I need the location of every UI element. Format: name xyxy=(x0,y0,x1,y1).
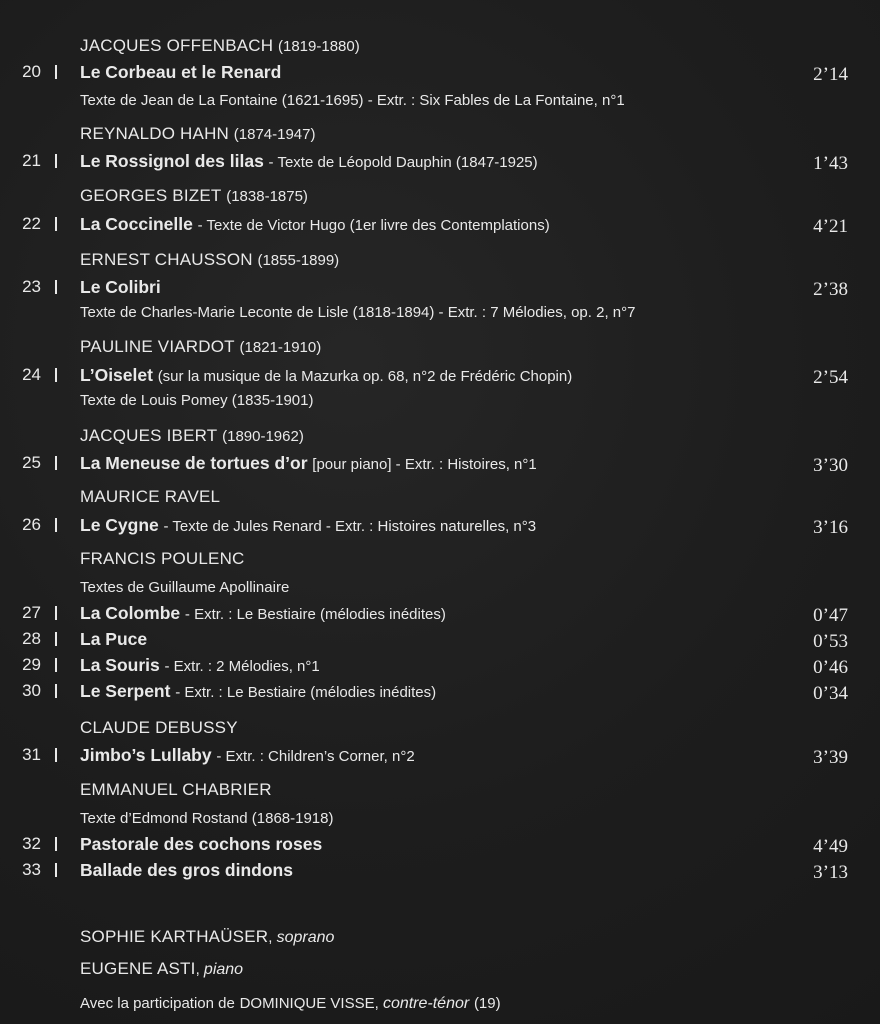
composer-line xyxy=(0,247,880,273)
track-number: 31 xyxy=(22,745,41,764)
track-detail: Texte de Léopold Dauphin (1847-1925) xyxy=(277,154,538,171)
composer-line xyxy=(0,777,880,803)
track-number: 28 xyxy=(22,629,41,648)
track-title: Ballade des gros dindons xyxy=(80,860,293,880)
composer-dates: (1821-1910) xyxy=(239,339,322,356)
track-row xyxy=(0,274,880,300)
track-duration: 1’43 xyxy=(813,153,848,174)
track-detail: Texte de Jules Renard - Extr. : Histoires naturelles, n°3 xyxy=(172,518,537,535)
composer-line xyxy=(0,334,880,360)
track-row: 26 Le Cygne - Texte de Jules Renard - Extr. : Histoires naturelles, n°3 3’16 xyxy=(0,512,880,538)
composer-line xyxy=(0,484,880,510)
track-row: 22 La Coccinelle - Texte de Victor Hugo (1er livre des Contemplations) 4’21 xyxy=(0,211,880,237)
performer-role: soprano xyxy=(276,929,335,946)
composer-line xyxy=(0,423,880,449)
participation-suffix: (19) xyxy=(473,995,501,1012)
track-title: Le Corbeau et le Renard xyxy=(80,62,282,82)
composer-name: CLAUDE DEBUSSY xyxy=(80,718,238,737)
track-title: Le Colibri xyxy=(80,277,161,297)
track-separator-bar xyxy=(55,606,57,620)
composer-line xyxy=(0,121,880,147)
track-title: La Coccinelle xyxy=(80,214,193,234)
composer-dates: (1874-1947) xyxy=(233,126,316,143)
track-separator-bar xyxy=(55,863,57,877)
track-row xyxy=(0,362,880,388)
text-credit: Texte de Louis Pomey (1835-1901) xyxy=(80,392,314,409)
composer-name: ERNEST CHAUSSON xyxy=(80,250,253,269)
text-credit: Texte d’Edmond Rostand (1868-1918) xyxy=(80,810,334,827)
track-row xyxy=(0,59,880,85)
track-separator-bar xyxy=(55,684,57,698)
performer-line: EUGENE ASTI, piano xyxy=(80,959,244,978)
text-line xyxy=(0,87,880,113)
text-credit: Textes de Guillaume Apollinaire xyxy=(80,579,290,596)
composer-name: JACQUES IBERT xyxy=(80,426,218,445)
performer-role: piano xyxy=(203,961,244,978)
track-separator-bar xyxy=(55,154,57,168)
track-row: 29 La Souris - Extr. : 2 Mélodies, n°1 0’46 xyxy=(0,652,880,678)
track-duration: 2’14 xyxy=(813,64,848,85)
track-title: La Puce xyxy=(80,629,148,649)
composer-dates: (1819-1880) xyxy=(278,38,360,55)
composer-dates: (1838-1875) xyxy=(226,188,308,205)
track-separator-bar xyxy=(55,632,57,646)
track-separator-bar xyxy=(55,837,57,851)
composer-dates: (1855-1899) xyxy=(257,252,340,269)
track-separator-bar xyxy=(55,217,57,231)
track-separator-bar xyxy=(55,748,57,762)
performer-name: EUGENE ASTI xyxy=(80,959,196,978)
track-number: 26 xyxy=(22,515,41,534)
track-separator-bar xyxy=(55,65,57,79)
track-duration: 0’46 xyxy=(813,657,848,678)
track-duration: 3’30 xyxy=(813,455,848,476)
composer-name: REYNALDO HAHN xyxy=(80,124,230,143)
text-line xyxy=(0,574,880,600)
track-title: Le Cygne xyxy=(80,515,159,535)
track-duration: 4’21 xyxy=(813,216,848,237)
track-separator-bar xyxy=(55,368,57,382)
text-line xyxy=(0,387,880,413)
track-duration: 0’53 xyxy=(813,631,848,652)
track-title: La Meneuse de tortues d’or xyxy=(80,453,308,473)
composer-line xyxy=(0,183,880,209)
text-credit: Texte de Jean de La Fontaine (1621-1695) - Extr. : Six Fables de La Fontaine, n°1 xyxy=(80,92,625,109)
performer-name: SOPHIE KARTHAÜSER xyxy=(80,927,269,946)
composer-line xyxy=(0,33,880,59)
participation-name: DOMINIQUE VISSE xyxy=(239,995,375,1012)
track-title: Le Rossignol des lilas xyxy=(80,151,264,171)
track-row xyxy=(0,626,880,652)
track-title: La Colombe xyxy=(80,603,181,623)
participation-role: contre-ténor xyxy=(382,995,470,1012)
track-row xyxy=(0,857,880,883)
track-row: 31 Jimbo’s Lullaby - Extr. : Children’s Corner, n°2 3’39 xyxy=(0,742,880,768)
track-separator-bar xyxy=(55,518,57,532)
track-duration: 3’16 xyxy=(813,517,848,538)
track-number: 21 xyxy=(22,151,41,170)
track-duration: 3’13 xyxy=(813,862,848,883)
track-title: L’Oiselet xyxy=(80,365,153,385)
track-detail: Extr. : Le Bestiaire (mélodies inédites) xyxy=(194,606,446,623)
track-duration: 0’34 xyxy=(813,683,848,704)
track-detail: Extr. : Le Bestiaire (mélodies inédites) xyxy=(184,684,437,701)
track-number: 22 xyxy=(22,214,41,233)
track-detail: Extr. : Children’s Corner, n°2 xyxy=(225,748,415,765)
composer-line xyxy=(0,546,880,572)
track-duration: 0’47 xyxy=(813,605,848,626)
track-number: 33 xyxy=(22,860,41,879)
track-number: 27 xyxy=(22,603,41,622)
track-separator-bar xyxy=(55,658,57,672)
track-number: 30 xyxy=(22,681,41,700)
track-detail: Extr. : 2 Mélodies, n°1 xyxy=(173,658,320,675)
composer-line xyxy=(0,715,880,741)
track-separator-bar xyxy=(55,280,57,294)
track-row: 27 La Colombe - Extr. : Le Bestiaire (mélodies inédites) 0’47 xyxy=(0,600,880,626)
track-separator-bar xyxy=(55,456,57,470)
track-row xyxy=(0,831,880,857)
track-title: Pastorale des cochons roses xyxy=(80,834,323,854)
composer-name: EMMANUEL CHABRIER xyxy=(80,780,272,799)
composer-name: JACQUES OFFENBACH xyxy=(80,36,274,55)
track-number: 29 xyxy=(22,655,41,674)
track-row: 21 Le Rossignol des lilas - Texte de Léopold Dauphin (1847-1925) 1’43 xyxy=(0,148,880,174)
track-number: 24 xyxy=(22,365,41,384)
composer-name: MAURICE RAVEL xyxy=(80,487,221,506)
performer-line: SOPHIE KARTHAÜSER, soprano xyxy=(80,927,335,946)
composer-name: FRANCIS POULENC xyxy=(80,549,245,568)
track-duration: 2’38 xyxy=(813,279,848,300)
participation-prefix: Avec la participation de xyxy=(80,995,235,1012)
participation-line: Avec la participation de DOMINIQUE VISSE, contre-ténor (19) xyxy=(80,995,501,1012)
track-duration: 3’39 xyxy=(813,747,848,768)
track-row xyxy=(0,450,880,476)
text-line xyxy=(0,805,880,831)
track-title: Jimbo’s Lullaby xyxy=(80,745,212,765)
composer-name: GEORGES BIZET xyxy=(80,186,222,205)
track-row: 30 Le Serpent - Extr. : Le Bestiaire (mélodies inédites) 0’34 xyxy=(0,678,880,704)
text-line xyxy=(0,299,880,325)
track-title: La Souris xyxy=(80,655,160,675)
track-detail: Texte de Victor Hugo (1er livre des Contemplations) xyxy=(206,217,550,234)
track-title: Le Serpent xyxy=(80,681,171,701)
composer-name: PAULINE VIARDOT xyxy=(80,337,235,356)
track-detail: [pour piano] - Extr. : Histoires, n°1 xyxy=(312,456,537,473)
composer-dates: (1890-1962) xyxy=(222,428,304,445)
track-duration: 4’49 xyxy=(813,836,848,857)
track-duration: 2’54 xyxy=(813,367,848,388)
track-number: 32 xyxy=(22,834,41,853)
track-number: 25 xyxy=(22,453,41,472)
text-credit: Texte de Charles-Marie Leconte de Lisle (1818-1894) - Extr. : 7 Mélodies, op. 2, n°7 xyxy=(80,304,636,321)
track-number: 23 xyxy=(22,277,41,296)
track-number: 20 xyxy=(22,62,41,81)
track-detail: (sur la musique de la Mazurka op. 68, n°2 de Frédéric Chopin) xyxy=(157,368,573,385)
